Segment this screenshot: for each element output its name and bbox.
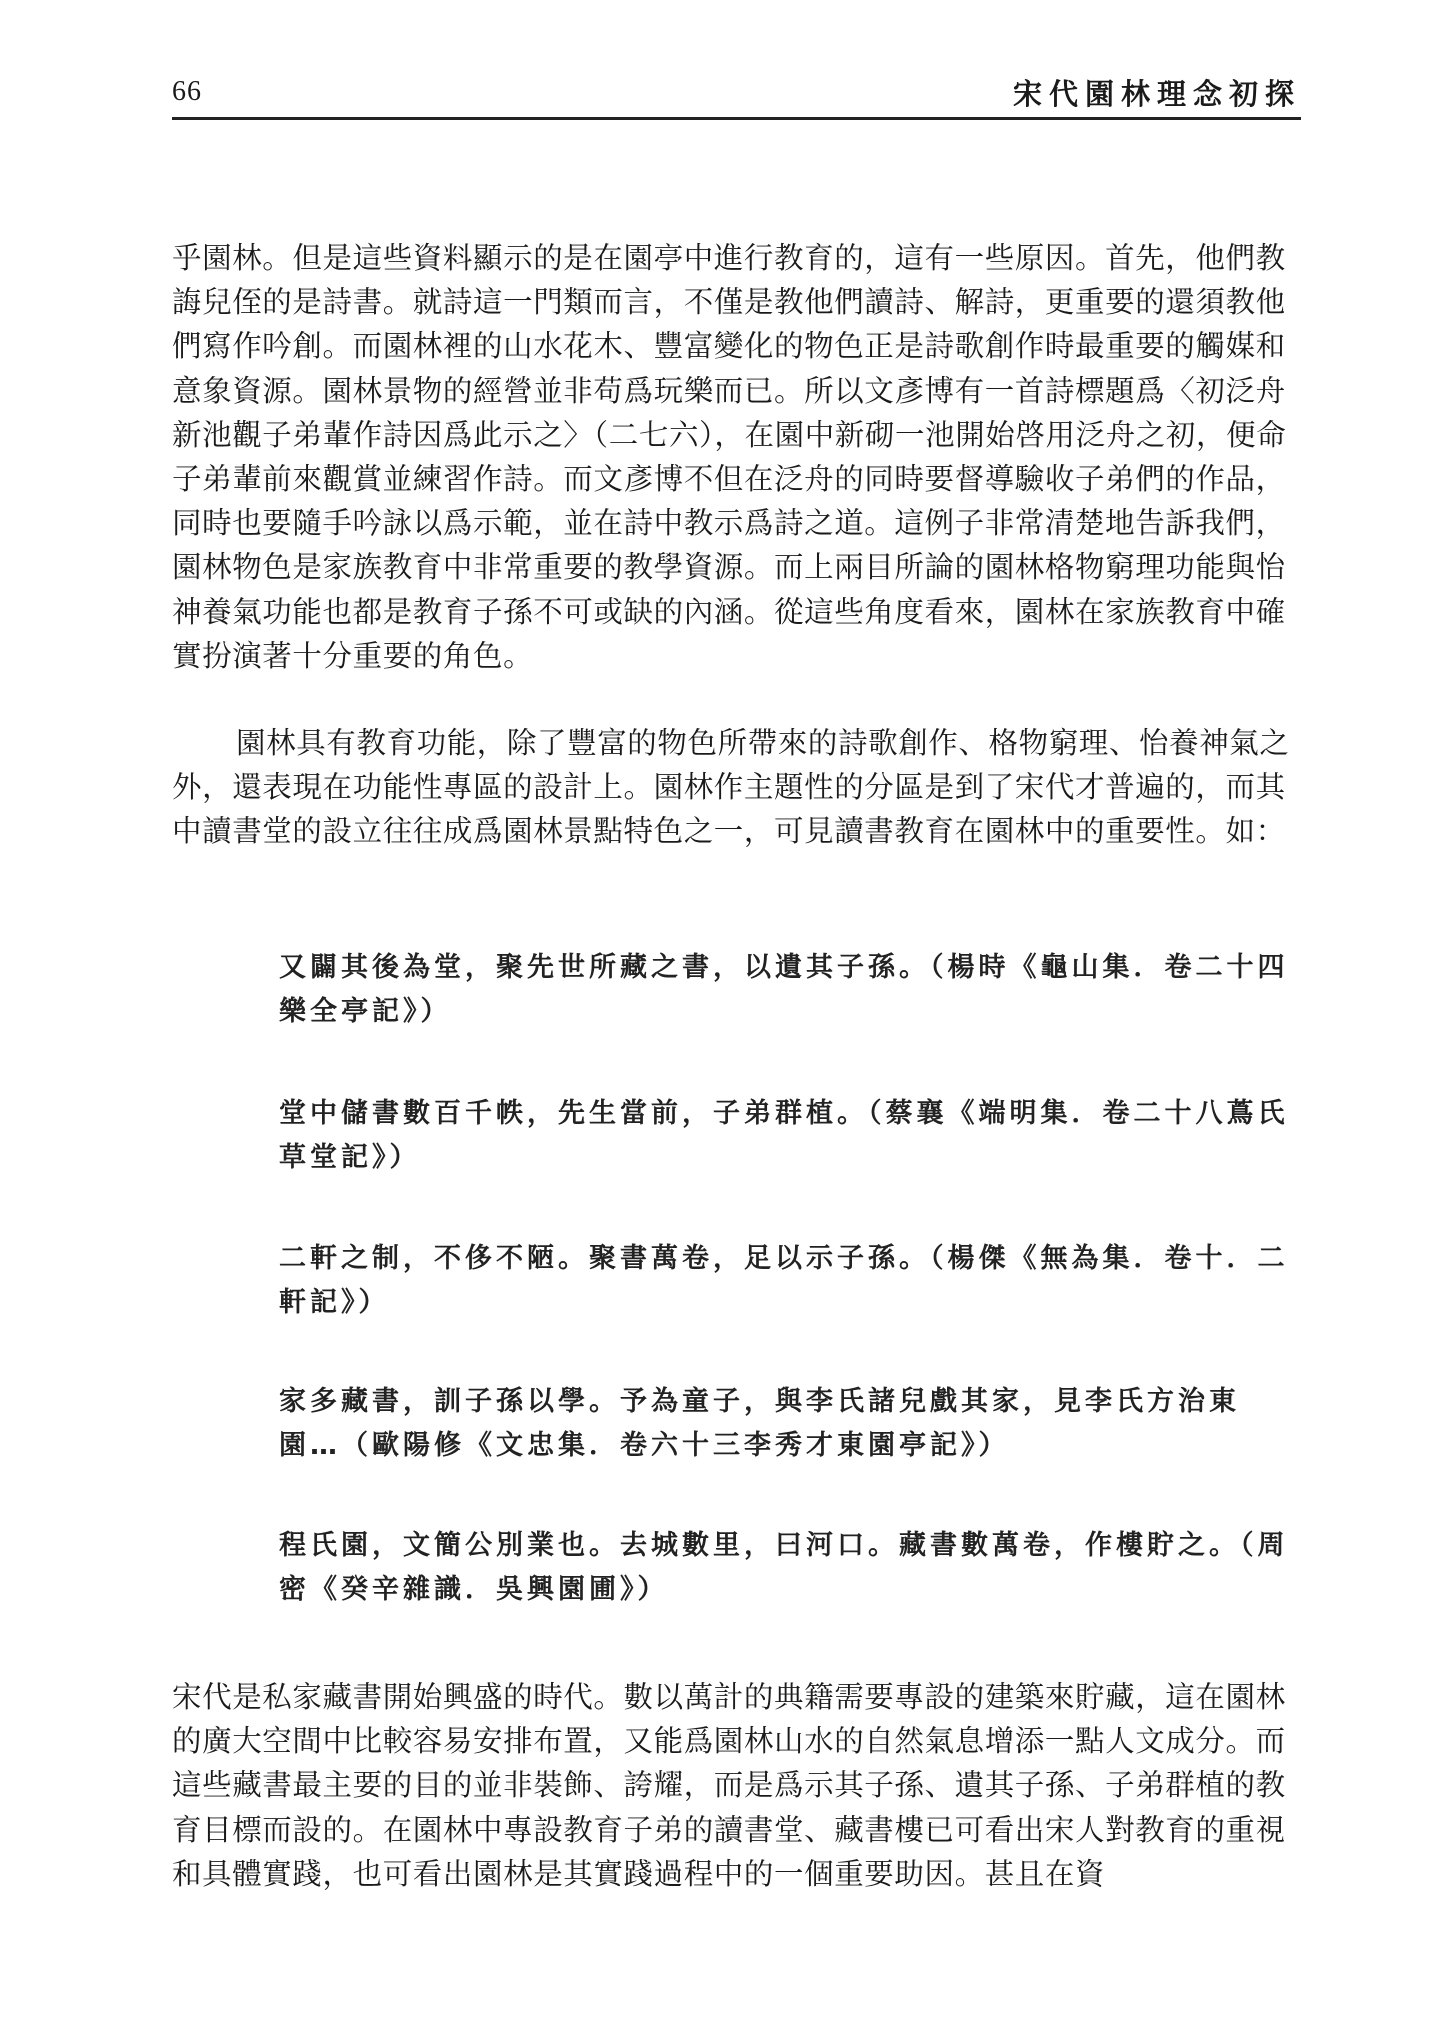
block-quote: 二軒之制，不侈不陋。聚書萬卷，足以示子孫。（楊傑《無為集．卷十．二軒記》） <box>279 1243 1289 1318</box>
block-quote: 程氏園，文簡公別業也。去城數里，曰河口。藏書數萬卷，作樓貯之。（周密《癸辛雜識．吳興園圃》） <box>279 1530 1289 1605</box>
block-quote: 又闢其後為堂，聚先世所藏之書，以遺其子孫。（楊時《龜山集．卷二十四樂全亭記》） <box>279 952 1289 1027</box>
body-paragraph: 宋代是私家藏書開始興盛的時代。數以萬計的典籍需要專設的建築來貯藏，這在園林的廣大空間中比較容易安排布置，又能爲園林山水的自然氣息增添一點人文成分。而這些藏書最主要的目的並非裝飾、誇耀，而是爲示其子孫、遺其子孫、子弟群植的教育目標而設的。在園林中專設教育子弟的讀書堂、藏書樓已可看出宋人對教育的重視和具體實踐，也可看出園林是其實踐過程中的一個重要助因。甚且在資 <box>172 1680 1286 1891</box>
running-title: 宋代園林理念初探 <box>1012 77 1301 111</box>
body-paragraph: 園林具有教育功能，除了豐富的物色所帶來的詩歌創作、格物窮理、怡養神氣之外，還表現在功能性專區的設計上。園林作主題性的分區是到了宋代才普遍的，而其中讀書堂的設立往往成爲園林景點特色之一，可見讀書教育在園林中的重要性。如： <box>172 726 1290 849</box>
body-paragraph: 乎園林。但是這些資料顯示的是在園亭中進行教育的，這有一些原因。首先，他們教誨兒侄的是詩書。就詩這一門類而言，不僅是教他們讀詩、解詩，更重要的還須教他們寫作吟創。而園林裡的山水花木、豐富變化的物色正是詩歌創作時最重要的觸媒和意象資源。園林景物的經營並非苟爲玩樂而已。所以文彥博有一首詩標題爲〈初泛舟新池觀子弟輩作詩因爲此示之〉（二七六），在園中新砌一池開始啓用泛舟之初，便命子弟輩前來觀賞並練習作詩。而文彥博不但在泛舟的同時要督導驗收子弟們的作品，同時也要隨手吟詠以爲示範，並在詩中教示爲詩之道。這例子非常清楚地告訴我們，園林物色是家族教育中非常重要的教學資源。而上兩目所論的園林格物窮理功能與怡神養氣功能也都是教育子孫不可或缺的內涵。從這些角度看來，園林在家族教育中確實扮演著十分重要的角色。 <box>172 241 1287 673</box>
page-number: 66 <box>172 76 202 107</box>
block-quote: 家多藏書，訓子孫以學。予為童子，與李氏諸兒戲其家，見李氏方治東園…（歐陽修《文忠集．卷六十三李秀才東園亭記》） <box>279 1386 1240 1461</box>
header-divider <box>172 117 1301 120</box>
block-quote: 堂中儲書數百千帙，先生當前，子弟群植。（蔡襄《端明集．卷二十八蔦氏草堂記》） <box>279 1098 1289 1173</box>
